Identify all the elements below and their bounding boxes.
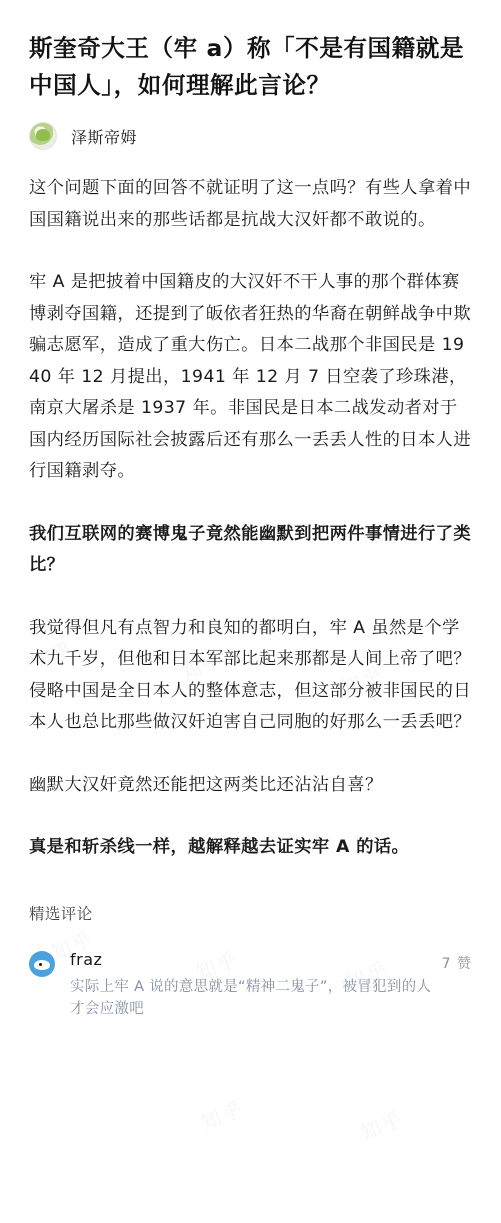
answer-paragraph: 这个问题下面的回答不就证明了这一点吗？有些人拿着中国国籍说出来的那些话都是抗战大汉奸都不敢说的。	[29, 178, 472, 230]
answer-paragraph: 我觉得但凡有点智力和良知的都明白，牢 A 虽然是个学术九千岁，但他和日本军部比起来那都是人间上帝了吧？侵略中国是全日本人的整体意志，但这部分被非国民的日本人也总比那些做汉奸迫害自己同胞的好那么一丢丢吧？	[29, 617, 472, 732]
comment-body	[70, 949, 472, 1020]
watermark	[196, 1093, 248, 1136]
answer-paragraph-bold: 我们互联网的赛博鬼子竟然能幽默到把两件事情进行了类比？	[29, 523, 472, 575]
comment-text: 实际上牢 A 说的意思就是“精神二鬼子”，被冒犯到的人才会应激吧	[70, 978, 432, 1017]
comment-like-count[interactable]: 7 赞	[441, 955, 472, 972]
watermark	[356, 1103, 408, 1146]
author-name[interactable]: 泽斯帝姆	[71, 127, 138, 147]
author-avatar[interactable]	[29, 122, 57, 150]
answer-paragraph: 牢 A 是把披着中国籍皮的大汉奸不干人事的那个群体赛博剥夺国籍，还提到了皈依者狂热的华裔在朝鲜战争中欺骗志愿军，造成了重大伤亡。日本二战那个非国民是 1940 年 12 月提出，1941 年 12 月 7 日空袭了珍珠港，南京大屠杀是 1937 年。非国民是日本二战发动者对于国内经历国际社会披露后还有那么一丢丢人性的日本人进行国籍剥夺。	[29, 272, 472, 481]
author-row[interactable]	[29, 121, 472, 151]
answer-paragraph-bold: 真是和斩杀线一样，越解释越去证实牢 A 的话。	[29, 837, 410, 857]
featured-comments-header: 精选评论	[29, 904, 93, 923]
answer-paragraph: 幽默大汉奸竟然还能把这两类比还沾沾自喜？	[29, 774, 383, 795]
commenter-name[interactable]: fraz	[70, 949, 103, 969]
commenter-avatar[interactable]	[29, 951, 55, 977]
question-title[interactable]: 斯奎奇大王（牢 a）称「不是有国籍就是中国人」，如何理解此言论？	[29, 34, 464, 99]
comment-item[interactable]	[29, 949, 472, 1020]
